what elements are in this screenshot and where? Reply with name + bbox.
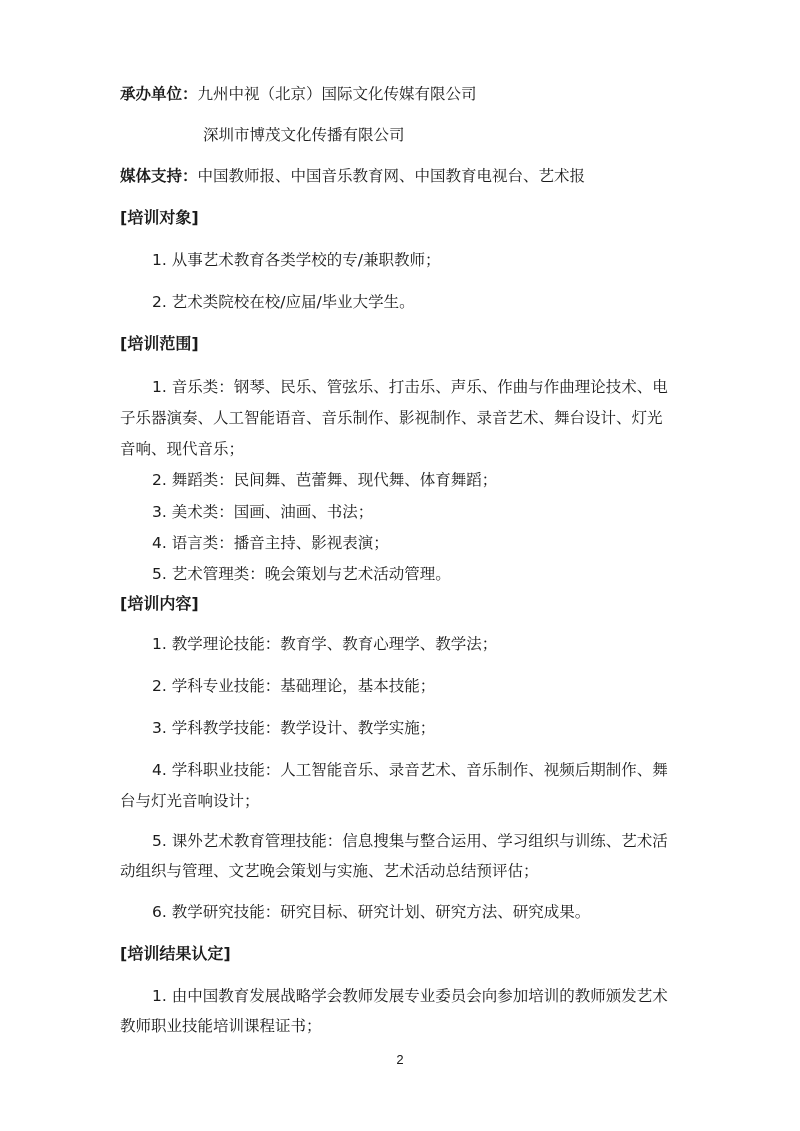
section-heading-target: [培训对象]	[120, 208, 199, 227]
organizer-name-2: 深圳市博茂文化传播有限公司	[203, 126, 405, 144]
organizer-row	[120, 84, 477, 104]
target-item-1: 1. 从事艺术教育各类学校的专/兼职教师；	[152, 251, 441, 269]
content-item-5-line-2: 动组织与管理、文艺晚会策划与实施、艺术活动总结预评估；	[120, 862, 539, 880]
media-label: 媒体支持：	[120, 167, 198, 185]
scope-item-4: 4. 语言类：播音主持、影视表演；	[152, 534, 389, 552]
content-item-4-line-1: 4. 学科职业技能：人工智能音乐、录音艺术、音乐制作、视频后期制作、舞	[152, 761, 668, 779]
content-item-4-line-2: 台与灯光音响设计；	[120, 792, 260, 810]
scope-item-1-line-2: 子乐器演奏、人工智能语音、音乐制作、影视制作、录音艺术、舞台设计、灯光	[120, 409, 663, 427]
section-heading-result: [培训结果认定]	[120, 944, 231, 963]
section-heading-content: [培训内容]	[120, 594, 199, 613]
target-item-2: 2. 艺术类院校在校/应届/毕业大学生。	[152, 293, 415, 311]
media-value: 中国教师报、中国音乐教育网、中国教育电视台、艺术报	[197, 167, 586, 185]
organizer-label: 承办单位：	[120, 85, 198, 103]
content-item-6: 6. 教学研究技能：研究目标、研究计划、研究方法、研究成果。	[152, 903, 591, 921]
content-item-2: 2. 学科专业技能：基础理论，基本技能；	[152, 677, 436, 695]
scope-item-3: 3. 美术类：国画、油画、书法；	[152, 503, 374, 521]
media-row	[120, 166, 585, 186]
page-number: 2	[396, 1052, 404, 1067]
content-item-5-line-1: 5. 课外艺术教育管理技能：信息搜集与整合运用、学习组织与训练、艺术活	[152, 832, 668, 850]
scope-item-2: 2. 舞蹈类：民间舞、芭蕾舞、现代舞、体育舞蹈；	[152, 471, 498, 489]
result-item-1-line-1: 1. 由中国教育发展战略学会教师发展专业委员会向参加培训的教师颁发艺术	[152, 987, 668, 1005]
section-heading-scope: [培训范围]	[120, 334, 199, 353]
content-item-1: 1. 教学理论技能：教育学、教育心理学、教学法；	[152, 635, 498, 653]
content-item-3: 3. 学科教学技能：教学设计、教学实施；	[152, 719, 436, 737]
scope-item-5: 5. 艺术管理类：晚会策划与艺术活动管理。	[152, 565, 451, 583]
scope-item-1-line-3: 音响、现代音乐；	[120, 440, 245, 458]
scope-item-1-line-1: 1. 音乐类：钢琴、民乐、管弦乐、打击乐、声乐、作曲与作曲理论技术、电	[152, 378, 668, 396]
organizer-name-1: 九州中视（北京）国际文化传媒有限公司	[197, 85, 477, 103]
result-item-1-line-2: 教师职业技能培训课程证书；	[120, 1017, 322, 1035]
